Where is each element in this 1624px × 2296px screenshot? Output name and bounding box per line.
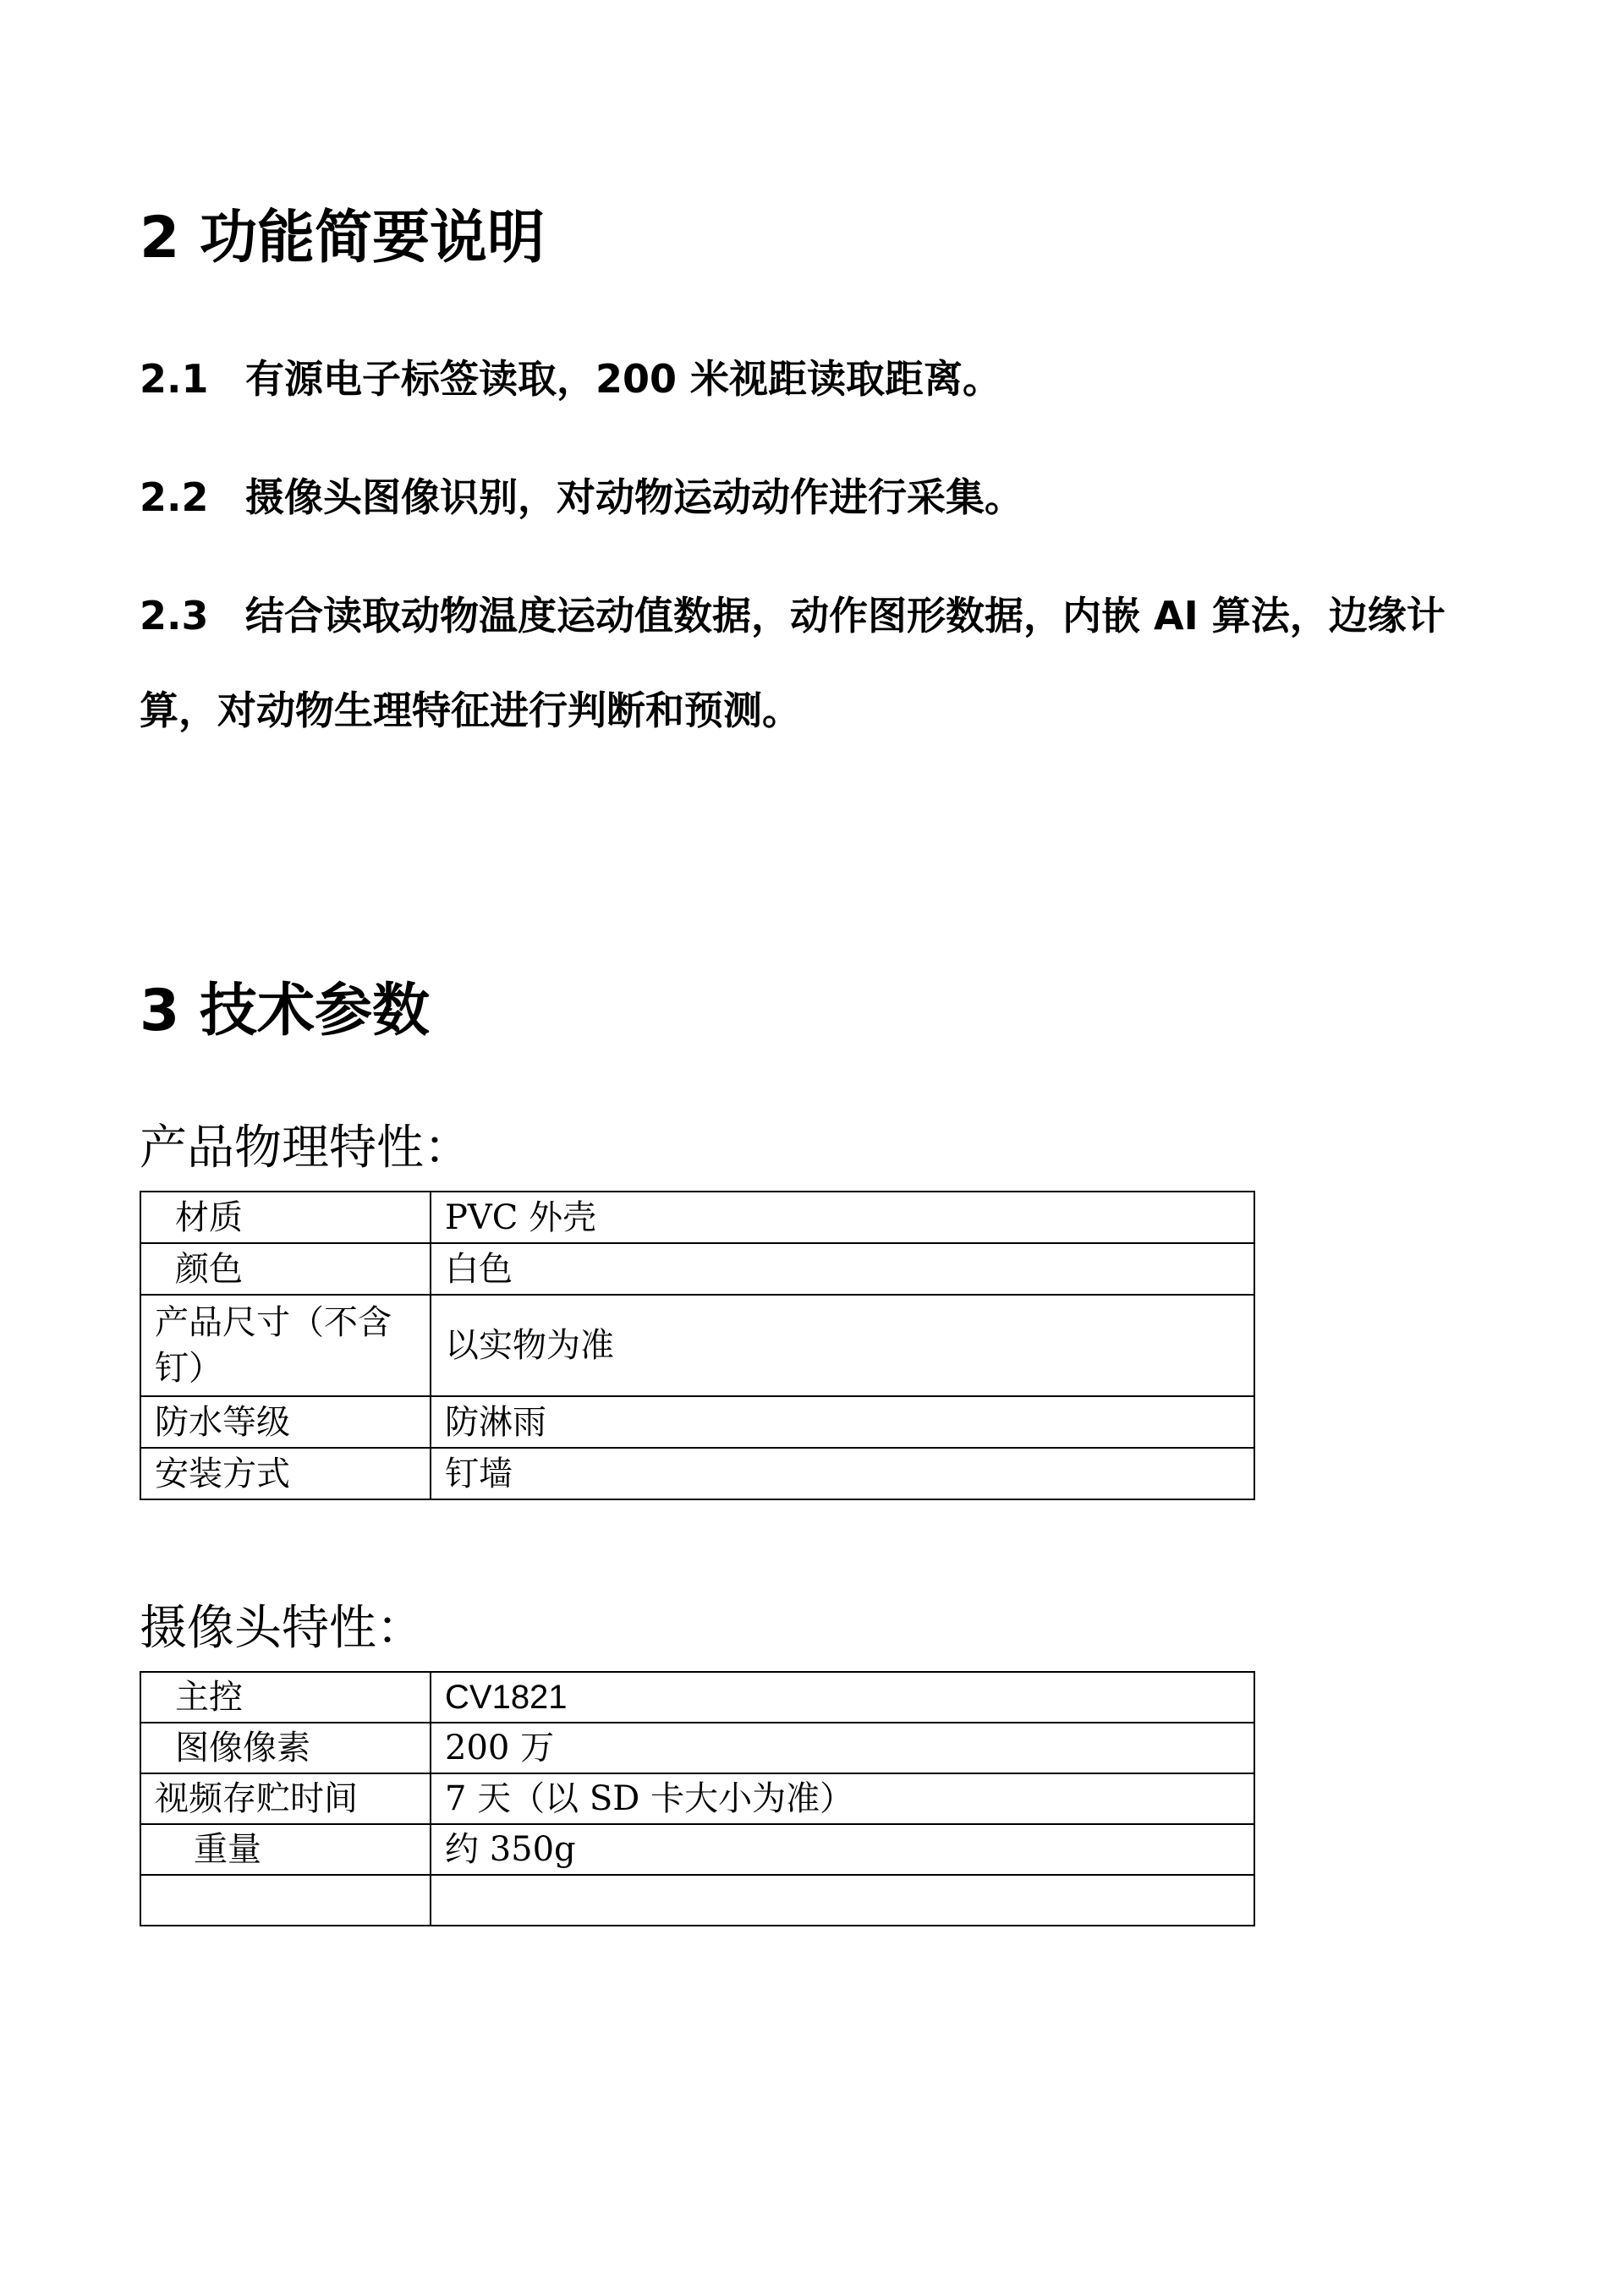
item-2-3-number: 2.3: [140, 593, 209, 638]
item-2-2: [140, 450, 1510, 545]
item-2-2-number: 2.2: [140, 474, 209, 520]
section-3-heading: 3 技术参数: [140, 978, 430, 1044]
camera-properties-heading: 摄像头特性：: [140, 1601, 424, 1656]
row-value: 防淋雨: [431, 1396, 1254, 1448]
row-label: 重量: [140, 1824, 431, 1875]
item-2-1: [140, 332, 1510, 426]
row-value: 7 天（以 SD 卡大小为准）: [431, 1773, 1254, 1824]
row-value: 200 万: [431, 1723, 1254, 1773]
item-2-3-text: 结合读取动物温度运动值数据，动作图形数据，内嵌 AI 算法，边缘计算，对动物生理特征进行判断和预测。: [140, 593, 1446, 733]
row-label: 材质: [140, 1192, 431, 1243]
item-2-1-number: 2.1: [140, 356, 209, 402]
row-value: 约 350g: [431, 1824, 1254, 1875]
item-2-1-text: 有源电子标签读取，200 米视距读取距离。: [245, 356, 1002, 402]
row-value: PVC 外壳: [431, 1192, 1254, 1243]
table-row: [140, 1192, 1254, 1243]
row-value: [431, 1875, 1254, 1926]
table-row: [140, 1243, 1254, 1295]
row-label: 安装方式: [140, 1448, 431, 1499]
row-label: 产品尺寸（不含钉）: [140, 1295, 431, 1396]
physical-properties-table: [140, 1191, 1255, 1500]
table-row: [140, 1295, 1254, 1396]
table-row: [140, 1396, 1254, 1448]
row-value: 以实物为准: [431, 1295, 1254, 1396]
row-label: 防水等级: [140, 1396, 431, 1448]
row-label: 颜色: [140, 1243, 431, 1295]
table-row: [140, 1723, 1254, 1773]
table-row: [140, 1824, 1254, 1875]
section-2-heading: 2 功能简要说明: [140, 205, 545, 271]
table-row: [140, 1672, 1254, 1723]
row-value: 钉墙: [431, 1448, 1254, 1499]
table-row: [140, 1773, 1254, 1824]
camera-properties-table: [140, 1671, 1255, 1926]
row-label: 主控: [140, 1672, 431, 1723]
table-row: [140, 1448, 1254, 1499]
item-2-2-text: 摄像头图像识别，对动物运动动作进行采集。: [245, 474, 1023, 520]
table-row: [140, 1875, 1254, 1926]
row-label: 图像像素: [140, 1723, 431, 1773]
physical-properties-heading: 产品物理特性：: [140, 1121, 471, 1175]
row-value: 白色: [431, 1243, 1254, 1295]
row-label: 视频存贮时间: [140, 1773, 431, 1824]
row-label: [140, 1875, 431, 1926]
item-2-3: [140, 568, 1510, 758]
row-value: CV1821: [431, 1672, 1254, 1723]
